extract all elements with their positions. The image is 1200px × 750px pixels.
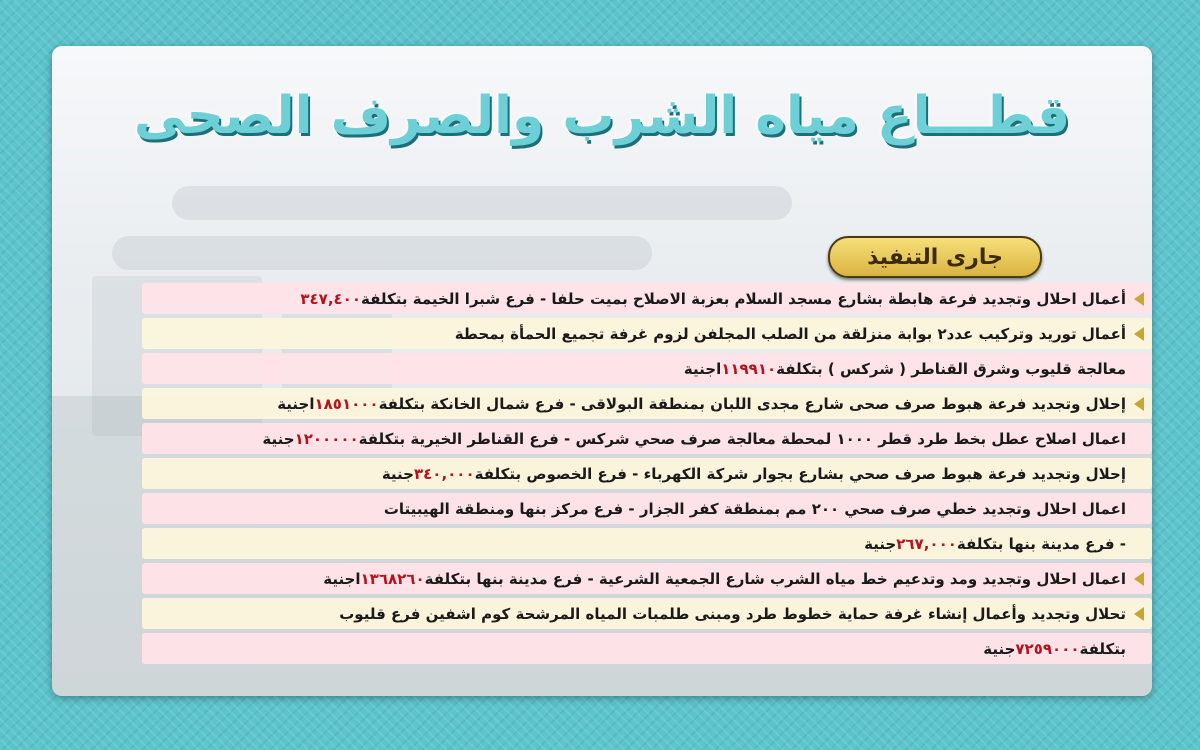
arrow-marker-icon [1134, 572, 1144, 586]
bg-pipe [112, 236, 652, 270]
item-amount: ٢٦٧,٠٠٠ [896, 534, 957, 553]
item-text: - فرع مدينة بنها بتكلفة [956, 534, 1126, 553]
list-item [142, 563, 1152, 594]
page-title: قطـــاع مياه الشرب والصرف الصحى [133, 86, 1071, 146]
list-item [142, 493, 1152, 524]
list-item [142, 353, 1152, 384]
item-text: أعمال توريد وتركيب عدد٢ بوابة منزلقة من الصلب المجلفن لزوم غرفة تجميع الحمأة بمحطة [454, 324, 1126, 343]
list-item [142, 458, 1152, 489]
item-text: بتكلفة [1079, 639, 1126, 658]
item-amount: ١٢٠٠٠٠٠ [294, 429, 359, 448]
item-currency: اجنية [323, 569, 361, 588]
item-amount: ١١٩٩١٠ [721, 359, 777, 378]
list-item [142, 528, 1152, 559]
list-item [142, 633, 1152, 664]
item-text: اعمال اصلاح عطل بخط طرد قطر ١٠٠٠ لمحطة معالجة صرف صحي شركس - فرع القناطر الخيرية بتكلفة [358, 429, 1126, 448]
arrow-marker-icon [1134, 327, 1144, 341]
list-item [142, 598, 1152, 629]
list-item [142, 388, 1152, 419]
project-list [142, 283, 1152, 668]
item-currency: جنية [983, 639, 1016, 658]
bg-pipe [172, 186, 792, 220]
item-currency: اجنية [277, 394, 315, 413]
item-text: أعمال احلال وتجديد فرعة هابطة بشارع مسجد السلام بعزبة الاصلاح بميت حلفا - فرع شبرا الخيمة بتكلفة [361, 289, 1126, 308]
item-amount: ٧٢٥٩٠٠٠ [1015, 639, 1080, 658]
item-amount: ٣٤٠,٠٠٠ [413, 464, 475, 483]
item-amount: ٣٤٧,٤٠٠ [300, 289, 361, 308]
item-text: اعمال احلال وتجديد خطي صرف صحي ٢٠٠ مم بمنطقة كفر الجزار - فرع مركز بنها ومنطقة الهيبيتات [383, 499, 1126, 518]
arrow-marker-icon [1134, 292, 1144, 306]
item-text: معالجة قليوب وشرق القناطر ( شركس ) بتكلفة [776, 359, 1126, 378]
arrow-marker-icon [1134, 397, 1144, 411]
item-text: اعمال احلال وتجديد ومد وتدعيم خط مياه الشرب شارع الجمعية الشرعية - فرع مدينة بنها بتكلفة [424, 569, 1126, 588]
content-panel [52, 46, 1152, 696]
list-item [142, 318, 1152, 349]
item-text: تحلال وتجديد وأعمال إنشاء غرفة حماية خطوط طرد ومبنى طلمبات المياه المرشحة كوم اشفين فرع قليوب [339, 604, 1126, 623]
item-currency: اجنية [683, 359, 722, 378]
item-amount: ١٣٦٨٢٦٠ [360, 569, 425, 588]
item-amount: ١٨٥١٠٠٠ [314, 394, 379, 413]
item-currency: جنية [381, 464, 414, 483]
list-item [142, 283, 1152, 314]
item-currency: جنية [864, 534, 897, 553]
arrow-marker-icon [1134, 607, 1144, 621]
item-text: إحلال وتجديد فرعة هبوط صرف صحى شارع مجدى اللبان بمنطقة البولاقى - فرع شمال الخانكة بتكلفة [378, 394, 1126, 413]
item-text: إحلال وتجديد فرعة هبوط صرف صحي بشارع بجوار شركة الكهرباء - فرع الخصوص بتكلفة [474, 464, 1126, 483]
status-badge: جارى التنفيذ [828, 236, 1042, 278]
list-item [142, 423, 1152, 454]
item-currency: جنية [262, 429, 295, 448]
